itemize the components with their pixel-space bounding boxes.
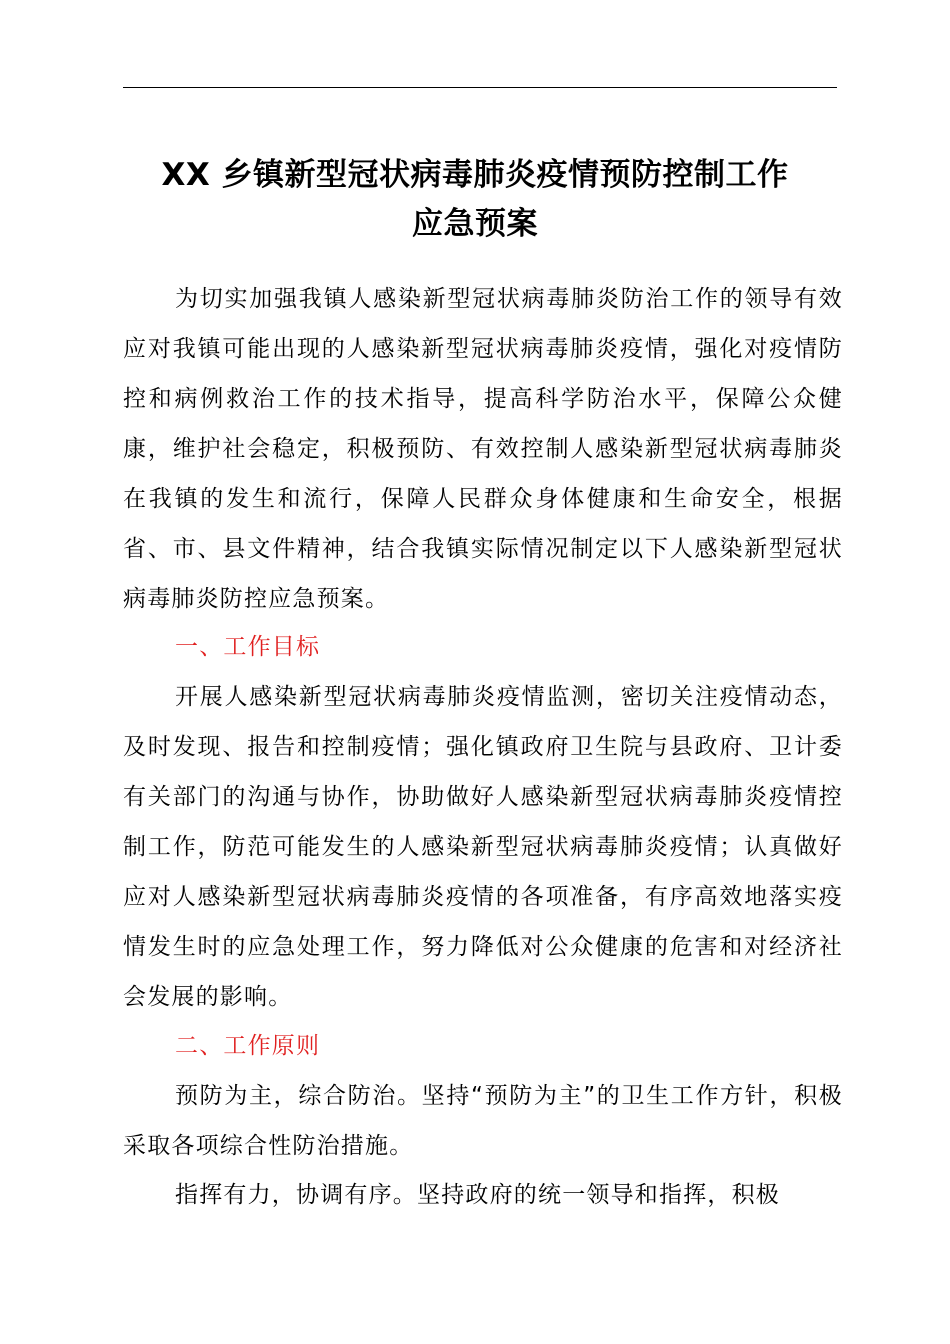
section-heading-work-principles: 二、工作原则 xyxy=(175,1033,321,1059)
section-heading-work-goals: 一、工作目标 xyxy=(175,634,321,660)
paragraph-command-coordination: 指挥有力，协调有序。坚持政府的统一领导和指挥，积极 xyxy=(175,1182,780,1208)
document-title-line-1: XX 乡镇新型冠状病毒肺炎疫情预防控制工作 xyxy=(161,157,789,193)
document-title-line-2: 应急预案 xyxy=(412,206,538,242)
paragraph-intro: 为切实加强我镇人感染新型冠状病毒肺炎防治工作的领导有效应对我镇可能出现的人感染新型冠状病毒肺炎疫情，强化对疫情防控和病例救治工作的技术指导，提高科学防治水平，保障公众健康，维护社会稳定，积极预防、有效控制人感染新型冠状病毒肺炎在我镇的发生和流行，保障人民群众身体健康和生命安全，根据省、市、县文件精神，结合我镇实际情况制定以下人感染新型冠状病毒肺炎防控应急预案。 xyxy=(123,286,843,612)
header-rule xyxy=(123,87,837,88)
paragraph-work-goals: 开展人感染新型冠状病毒肺炎疫情监测，密切关注疫情动态，及时发现、报告和控制疫情；强化镇政府卫生院与县政府、卫计委有关部门的沟通与协作，协助做好人感染新型冠状病毒肺炎疫情控制工作，防范可能发生的人感染新型冠状病毒肺炎疫情；认真做好应对人感染新型冠状病毒肺炎疫情的各项准备，有序高效地落实疫情发生时的应急处理工作，努力降低对公众健康的危害和对经济社会发展的影响。 xyxy=(123,684,843,1010)
paragraph-prevention-first: 预防为主，综合防治。坚持“预防为主”的卫生工作方针，积极采取各项综合性防治措施。 xyxy=(123,1083,843,1159)
